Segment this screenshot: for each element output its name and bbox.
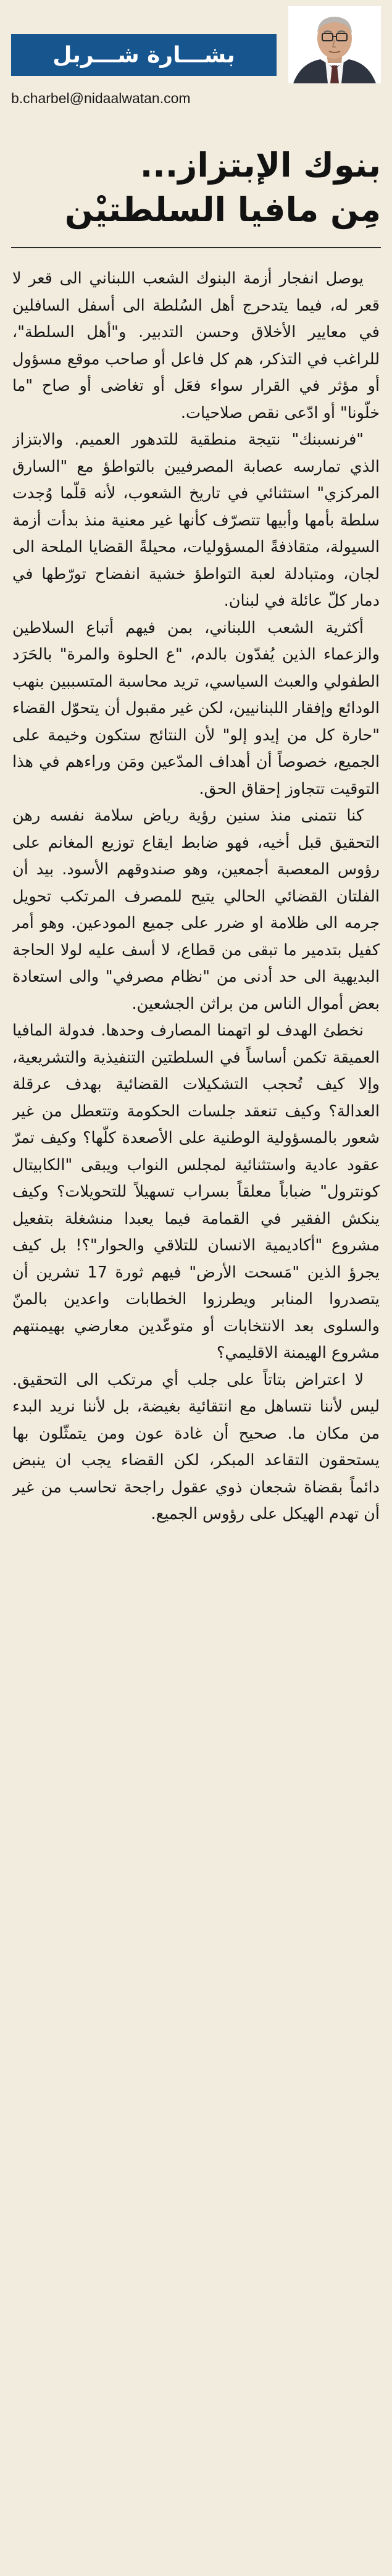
article-paragraph-2: "فرنسبنك" نتيجة منطقية للتدهور العميم. والابتزاز الذي تمارسه عصابة المصرفيين بالتواطؤ مع "السارق المركزي" استثنائي في تاريخ الشعوب، لأنه قلّما وُجدت سلطة بأمها وأبيها تتصرّف كأنها غير معنية منذ بدأت أزمة السيولة، متقاذفةً المسؤوليات، محيلةً القضايا الملحة الى لجان، ومتبادلة لعبة التواطؤ خشية انفضاح تورّطها في دمار كلّ عائلة في لبنان. — [12, 430, 380, 610]
author-email: b.charbel@nidaalwatan.com — [11, 90, 191, 106]
article-body — [12, 266, 380, 2562]
article-paragraph-4: كنا نتمنى منذ سنين رؤية رياض سلامة نفسه رهن التحقيق قبل أخيه، فهو ضابط ايقاع توزيع المغانم على رؤوس المعصبة أجمعين، وهو صندوقهم الأسود. بيد أن الفلتان القضائي الحالي يتيح للمصرف المرتكب تحويل جرمه الى ظلامة او ضرر على جميع المودعين. وهو أمر كفيل بتدمير ما تبقى من قطاع، لا أسف عليه لولا الحاجة البديهية الى حد أدنى من "نظام مصرفي" والى استعادة بعض أموال الناس من براثن الجشعين. — [12, 806, 380, 1013]
headline-line-2: مِن مافيا السلطتيْن — [64, 190, 381, 229]
article-paragraph-5: نخطئ الهدف لو اتهمنا المصارف وحدها. فدولة المافيا العميقة تكمن أساساً في السلطتين التنفيذية والتشريعية، وإلا كيف تُحجب التشكيلات القضائية بهدف عرقلة العدالة؟ وكيف تنعقد جلسات الحكومة وتتعطل من غير شعور بالمسؤولية الوطنية على الأصعدة كلّها؟ وكيف تمرّ عقود عادية واستثنائية لمجلس النواب ويبقى "الكابيتال كونترول" ضباباً معلقاً بسراب تسهيلاً للتحويلات؟ وكيف ينكش الفقير في القمامة فيما يعبدا منشغلة بتفعيل مشروع "أكاديمية الانسان للتلاقي والحوار"؟! بل كيف يجرؤ الذين "مَسحت الأرض" فيهم ثورة 17 تشرين أن يتصدروا المنابر ويطرزوا الخطابات واعدين بالمنّ والسلوى بعد الانتخابات أو متوعّدين معارضي بهيمنتهم مشروع الهيمنة الاقليمي؟ — [12, 1021, 380, 1362]
author-name: بشـــارة شـــربل — [52, 42, 235, 68]
author-photo-icon — [288, 6, 381, 83]
article-headline — [11, 143, 381, 232]
article-paragraph-1: يوصل انفجار أزمة البنوك الشعب اللبناني الى قعر لا قعر له، فيما يتدحرج أهل السُلطة الى أسفل السافلين في معايير الأخلاق وحسن التدبير. و"أهل السلطة"، للراغب في التذكر، هم كل فاعل أو صاحب موقع مسؤول أو مؤثر في القرار سواء فعَل أو تغاضى أو صاح "ما خلّونا" أو ادّعى نقص صلاحيات. — [12, 269, 380, 422]
author-name-band — [11, 34, 277, 76]
author-portrait-icon — [288, 6, 381, 83]
headline-divider — [11, 247, 381, 248]
article-paragraph-3: أكثرية الشعب اللبناني، بمن فيهم أتباع السلاطين والزعماء الذين يُفدّون بالدم، "ع الحلوة والمرة" بالحَرَد الطفولي والعبث السياسي، تريد محاسبة المتسببين بنهب الودائع وإفقار اللبنانيين، لكن غير مقبول أن يتحوّل القضاء "حارة كل من إيدو إلو" لأن النتائج ستكون وخيمة على الجميع، خصوصاً أن أهداف المدّعين ومَن وراءهم في هذا التوقيت تتجاوز إحقاق الحق. — [12, 618, 380, 798]
article-paragraph-6: لا اعتراض بتاتاً على جلب أي مرتكب الى التحقيق. ليس لأننا نتساهل مع انتقائية بغيضة، بل لأننا نريد البدء من مكان ما. صحيح أن غادة عون ومن يتمثّلون بها يستحقون التقاعد المبكر، لكن القضاء يجب ان ينبض دائماً بقضاة شجعان ذوي عقول راجحة تحاسب من غير أن تهدم الهيكل على رؤوس الجميع. — [12, 1370, 380, 1523]
author-header — [0, 0, 392, 106]
headline-line-1: بنوك الإبتزاز... — [140, 146, 381, 185]
